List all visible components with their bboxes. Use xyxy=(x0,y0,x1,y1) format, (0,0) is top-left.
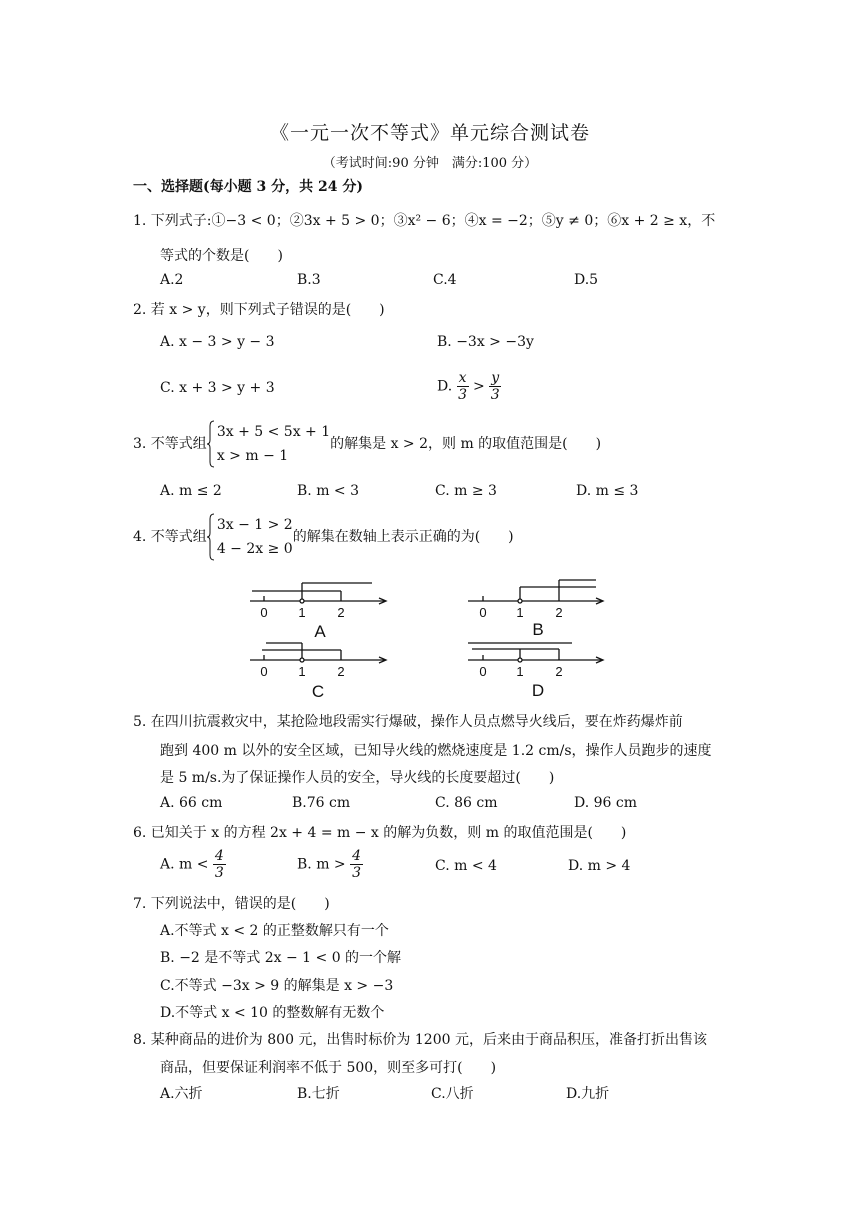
figure-a xyxy=(250,583,386,604)
q8-option-b: B.七折 xyxy=(297,1086,340,1102)
q2-option-d-relation: > xyxy=(473,378,485,395)
q5-option-a: A. 66 cm xyxy=(160,795,223,811)
tick-label: 0 xyxy=(479,605,487,620)
q4-stem xyxy=(133,513,514,561)
q5-option-d: D. 96 cm xyxy=(574,795,638,811)
tick-label: 1 xyxy=(516,664,524,679)
document-title: 《一元一次不等式》单元综合测试卷 xyxy=(269,122,590,144)
q5-line1: 5. 在四川抗震救灾中，某抢险地段需实行爆破，操作人员点燃导火线后，要在炸药爆炸前 xyxy=(133,714,683,730)
q3-option-a: A. m ≤ 2 xyxy=(160,483,222,499)
q6-stem: 6. 已知关于 x 的方程 2x + 4 = m − x 的解为负数，则 m 的取值范围是( ) xyxy=(133,825,627,841)
q8-line1: 8. 某种商品的进价为 800 元，出售时标价为 1200 元，后来由于商品积压，准备打折出售该 xyxy=(133,1032,707,1048)
fraction: $\frac{x}{3}$ xyxy=(458,370,468,403)
figure-label-c: C xyxy=(311,682,325,701)
fraction: $\frac{y}{3}$ xyxy=(490,370,500,403)
q6-option-b-label: B. m > xyxy=(297,856,346,873)
q8-option-d: D.九折 xyxy=(566,1086,610,1102)
q2-stem: 2. 若 x > y，则下列式子错误的是( ) xyxy=(133,302,385,318)
figure-label-a: A xyxy=(314,622,326,641)
q4-prefix: 4. 不等式组 xyxy=(133,529,207,545)
fraction: $\frac{4}{3}$ xyxy=(352,848,362,881)
q2-option-d xyxy=(437,370,501,403)
tick-label: 0 xyxy=(260,664,268,679)
tick-label: 0 xyxy=(260,605,268,620)
brace-icon xyxy=(207,420,215,468)
exam-info: （考试时间:90 分钟 满分:100 分） xyxy=(322,156,538,171)
q5-option-b: B.76 cm xyxy=(292,795,351,811)
q1-option-a: A.2 xyxy=(160,272,184,288)
q3-suffix: 的解集是 x > 2，则 m 的取值范围是( ) xyxy=(330,436,602,452)
number-line-figures xyxy=(240,575,620,705)
tick-label: 2 xyxy=(337,664,345,679)
tick-label: 2 xyxy=(555,664,563,679)
figure-label-b: B xyxy=(532,620,544,639)
q1-option-d: D.5 xyxy=(574,272,599,288)
q3-option-c: C. m ≥ 3 xyxy=(435,483,497,499)
tick-label: 0 xyxy=(479,664,487,679)
brace-icon xyxy=(207,513,215,561)
q6-option-a xyxy=(160,848,226,881)
q7-option-d: D.不等式 x < 10 的整数解有无数个 xyxy=(160,1005,385,1021)
q6-option-b xyxy=(297,848,363,881)
q8-option-a: A.六折 xyxy=(160,1086,203,1102)
inequality-system: 3x − 1 > 2 4 − 2x ≥ 0 xyxy=(207,513,293,561)
q7-option-c: C.不等式 −3x > 9 的解集是 x > −3 xyxy=(160,978,394,994)
fraction: $\frac{4}{3}$ xyxy=(214,848,224,881)
q6-option-d: D. m > 4 xyxy=(568,858,631,874)
q1-option-c: C.4 xyxy=(433,272,457,288)
q2-option-d-label: D. xyxy=(437,378,453,395)
q2-option-b: B. −3x > −3y xyxy=(437,334,534,350)
q7-option-a: A.不等式 x < 2 的正整数解只有一个 xyxy=(160,923,389,939)
figure-d xyxy=(468,643,603,663)
inequality-system: 3x + 5 < 5x + 1 x > m − 1 xyxy=(207,420,330,468)
tick-label: 2 xyxy=(555,605,563,620)
tick-label: 2 xyxy=(337,605,345,620)
q1-stem-cont: 等式的个数是( ) xyxy=(160,248,283,264)
q3-option-b: B. m < 3 xyxy=(297,483,360,499)
q5-line2: 跑到 400 m 以外的安全区域，已知导火线的燃烧速度是 1.2 cm/s，操作人员跑步的速度 xyxy=(160,743,712,759)
section-heading: 一、选择题(每小题 3 分，共 24 分) xyxy=(133,179,363,195)
q6-option-c: C. m < 4 xyxy=(435,858,497,874)
q2-option-c: C. x + 3 > y + 3 xyxy=(160,380,275,396)
figure-b xyxy=(468,580,603,604)
q8-line2: 商品，但要保证利润率不低于 500，则至多可打( ) xyxy=(160,1060,497,1076)
q7-stem: 7. 下列说法中，错误的是( ) xyxy=(133,896,330,912)
q1-option-b: B.3 xyxy=(297,272,321,288)
tick-label: 1 xyxy=(298,664,306,679)
q6-option-a-label: A. m < xyxy=(160,856,209,873)
figure-c xyxy=(250,643,386,663)
tick-label: 1 xyxy=(298,605,306,620)
q7-option-b: B. −2 是不等式 2x − 1 < 0 的一个解 xyxy=(160,950,402,966)
tick-label: 1 xyxy=(516,605,524,620)
q3-option-d: D. m ≤ 3 xyxy=(576,483,639,499)
figure-label-d: D xyxy=(531,681,545,700)
q3-prefix: 3. 不等式组 xyxy=(133,436,207,452)
q4-suffix: 的解集在数轴上表示正确的为( ) xyxy=(292,529,514,545)
q1-stem: 1. 下列式子:①−3 < 0；②3x + 5 > 0；③x² − 6；④x = −2；⑤y ≠ 0；⑥x + 2 ≥ x，不 xyxy=(133,213,716,229)
q2-option-a: A. x − 3 > y − 3 xyxy=(160,334,275,350)
q5-option-c: C. 86 cm xyxy=(435,795,498,811)
q5-line3: 是 5 m/s.为了保证操作人员的安全，导火线的长度要超过( ) xyxy=(160,770,555,786)
q3-stem xyxy=(133,420,601,468)
q8-option-c: C.八折 xyxy=(431,1086,474,1102)
